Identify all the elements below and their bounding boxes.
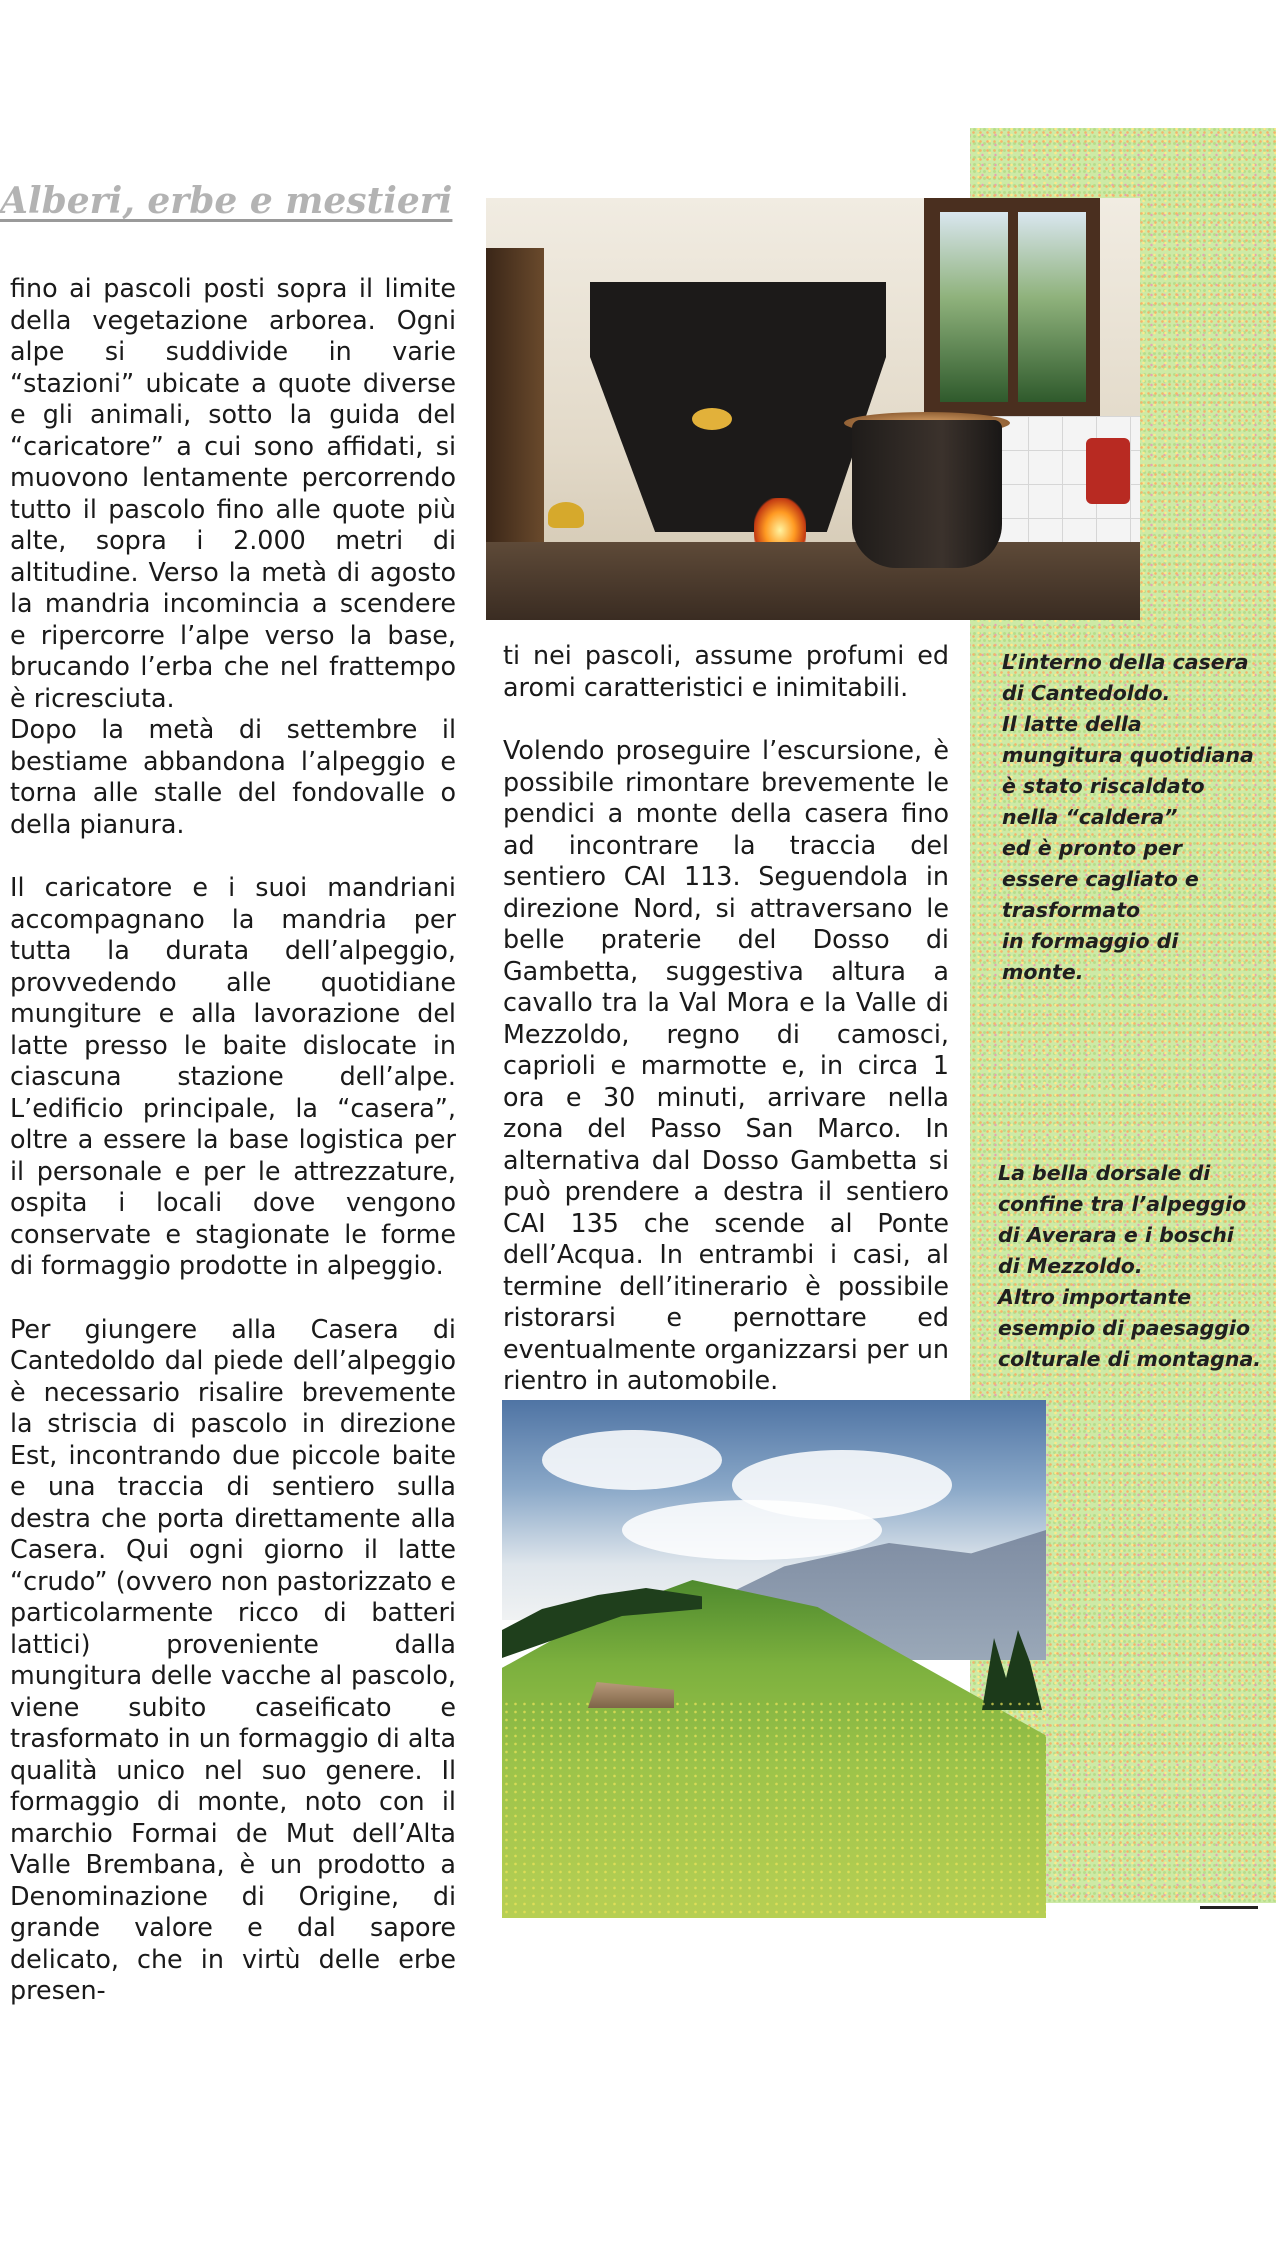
caption-line: essere cagliato e bbox=[1002, 867, 1199, 891]
panel-end-rule bbox=[1200, 1906, 1258, 1909]
caption-line: L’interno della casera bbox=[1002, 650, 1249, 674]
section-title: Alberi, erbe e mestieri bbox=[0, 180, 453, 222]
caption-line: in formaggio di bbox=[1002, 929, 1179, 953]
caption-line: di Averara e i boschi bbox=[998, 1223, 1234, 1247]
left-text-column bbox=[10, 273, 456, 2007]
caption-line: di Cantedoldo. bbox=[1002, 681, 1171, 705]
window-shape bbox=[924, 198, 1100, 416]
caption-line: trasformato bbox=[1002, 898, 1141, 922]
middle-text-column bbox=[503, 640, 949, 1397]
caption-line: è stato riscaldato bbox=[1002, 774, 1205, 798]
caption-line: monte. bbox=[1002, 960, 1084, 984]
caption-line: ed è pronto per bbox=[1002, 836, 1182, 860]
casera-interior-photo bbox=[486, 198, 1140, 620]
pasture-photo-caption bbox=[998, 1158, 1261, 1375]
interior-photo-caption bbox=[1002, 647, 1254, 988]
caption-line: colturale di montagna. bbox=[998, 1347, 1262, 1371]
caption-line: esempio di paesaggio bbox=[998, 1316, 1251, 1340]
caption-line: confine tra l’alpeggio bbox=[998, 1192, 1247, 1216]
caption-line: Il latte della bbox=[1002, 712, 1142, 736]
paragraph: Il caricatore e i suoi mandriani accompagnano la mandria per tutta la durata dell’alpeggio, provvedendo alle quotidiane mungiture e alla lavorazione del latte presso le baite dislocate in ciascuna stazione dell’alpe. L’edificio principale, la “casera”, oltre a essere la base logistica per il personale e per le attrezzature, ospita i locali dove vengono conservate e stagionate le forme di formaggio prodotte in alpeggio. bbox=[10, 872, 456, 1280]
caption-line: mungitura quotidiana bbox=[1002, 743, 1254, 767]
fire-shape bbox=[754, 498, 806, 544]
caption-line: di Mezzoldo. bbox=[998, 1254, 1143, 1278]
alpine-pasture-photo bbox=[502, 1400, 1046, 1918]
caption-line: La bella dorsale di bbox=[998, 1161, 1211, 1185]
paragraph: Volendo proseguire l’escursione, è possibile rimontare brevemente le pendici a monte della casera fino ad incontrare la traccia del sentiero CAI 113. Seguendola in direzione Nord, si attraversano le belle praterie del Dosso di Gambetta, suggestiva altura a cavallo tra la Val Mora e la Valle di Mezzoldo, regno di camosci, caprioli e marmotte e, in circa 1 ora e 30 minuti, arrivare nella zona del Passo San Marco. In alternativa dal Dosso Gambetta si può prendere a destra il sentiero CAI 135 che scende al Ponte dell’Acqua. In entrambi i casi, al termine dell’itinerario è possibile ristorarsi e pernottare ed eventualmente organizzarsi per un rientro in automobile. bbox=[503, 735, 949, 1395]
caption-line: nella “caldera” bbox=[1002, 805, 1178, 829]
paragraph: Dopo la metà di settembre il bestiame abbandona l’alpeggio e torna alle stalle del fondovalle o della pianura. bbox=[10, 714, 456, 839]
cauldron-shape bbox=[852, 420, 1002, 568]
paragraph: ti nei pascoli, assume profumi ed aromi caratteristici e inimitabili. bbox=[503, 640, 949, 702]
caption-line: Altro importante bbox=[998, 1285, 1192, 1309]
paragraph: fino ai pascoli posti sopra il limite della vegetazione arborea. Ogni alpe si suddivide in varie “stazioni” ubicate a quote diverse e gli animali, sotto la guida del “caricatore” a cui sono affidati, si muovono lentamente percorrendo tutto il pascolo fino alle quote più alte, sopra i 2.000 metri di altitudine. Verso la metà di agosto la mandria incomincia a scendere e ripercorre l’alpe verso la base, brucando l’erba che nel frattempo è ricresciuta. bbox=[10, 273, 456, 713]
paragraph: Per giungere alla Casera di Cantedoldo dal piede dell’alpeggio è necessario risalire brevemente la striscia di pascolo in direzione Est, incontrando due piccole baite e una traccia di sentiero sulla destra che porta direttamente alla Casera. Qui ogni giorno il latte “crudo” (ovvero non pastorizzato e particolarmente ricco di batteri lattici) proveniente dalla mungitura delle vacche al pascolo, viene subito caseificato e trasformato in un formaggio di alta qualità unico nel suo genere. Il formaggio di monte, noto con il marchio Formai de Mut dell’Alta Valle Brembana, è un prodotto a Denominazione di Origine, di grande valore e dal sapore delicato, che in virtù delle erbe presen- bbox=[10, 1313, 456, 2005]
